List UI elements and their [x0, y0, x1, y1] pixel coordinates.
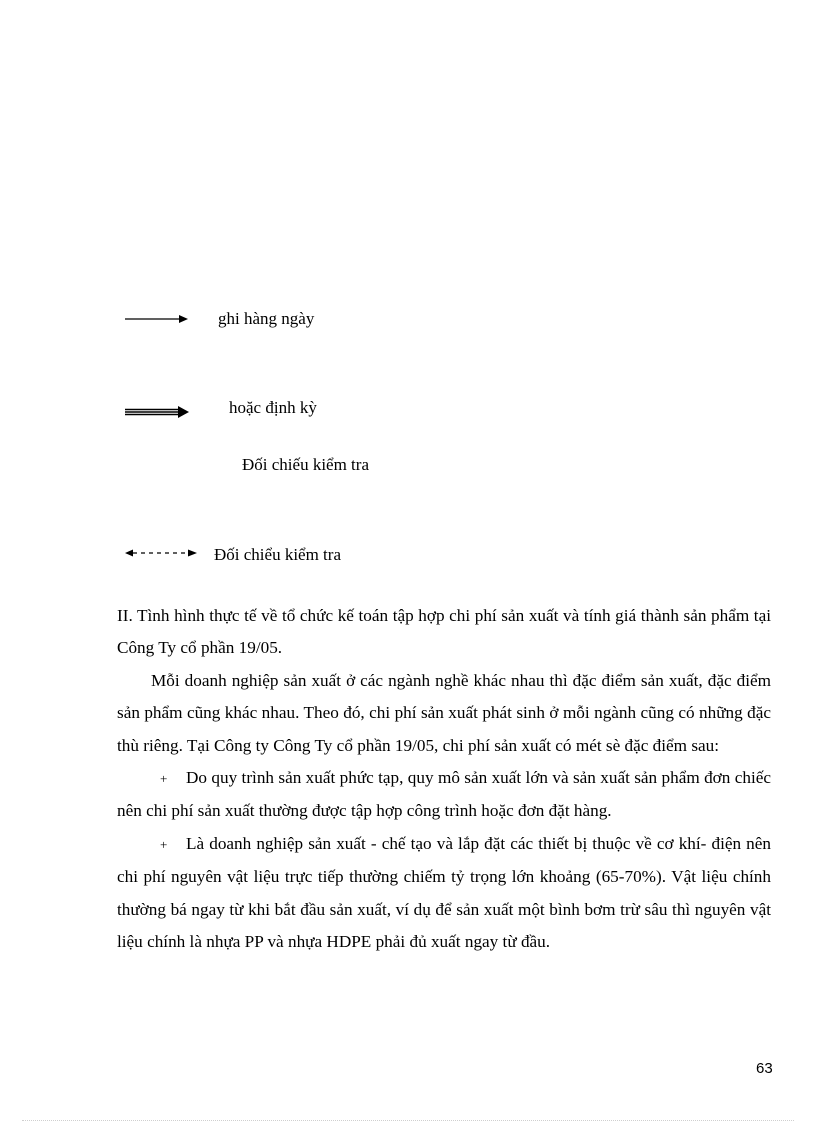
bullet-item-1	[117, 762, 771, 828]
legend-check-dashed-label: Đối chiểu kiểm tra	[214, 545, 341, 564]
paragraph-1: Mỗi doanh nghiệp sản xuất ở các ngành nghề khác nhau thì đặc điểm sản xuất, đặc điểm sản phẩm cũng khác nhau. Theo đó, chi phí sản xuất phát sinh ở mỗi ngành cũng có những đặc thù riêng. Tại Công ty Công Ty cổ phần 19/05, chi phí sản xuất có mét sè đặc điểm sau:	[117, 670, 771, 755]
bullet-item-2	[117, 828, 771, 959]
legend-periodic-label: hoặc định kỳ	[229, 398, 317, 417]
single-arrow-icon	[124, 312, 190, 326]
dashed-bidirectional-arrow-icon	[124, 546, 198, 560]
bullet-mark: +	[160, 836, 168, 852]
legend-daily-label: ghi hàng ngày	[218, 309, 315, 328]
bullet-2-text: Là doanh nghiệp sản xuất - chế tạo và lắp đặt các thiết bị thuộc về cơ khí- điện nên chi phí nguyên vật liệu trực tiếp thường chiếm tỷ trọng lớn khoảng (65-70%). Vật liệu chính thường bá ngay từ khi bắt đầu sản xuất, ví dụ để sản xuất một bình bơm trừ sâu thì nguyên vật liệu chính là nhựa PP và nhựa HDPE phải đủ xuất ngay từ đầu.	[117, 833, 771, 952]
bullet-mark: +	[160, 771, 168, 787]
body-text	[117, 600, 771, 958]
page-number: 63	[756, 1060, 773, 1077]
legend-check-label: Đối chiếu kiểm tra	[242, 455, 369, 474]
bullet-1-text: Do quy trình sản xuất phức tạp, quy mô sản xuất lớn và sản xuất sản phẩm đơn chiếc nên chi phí sản xuất thường được tập hợp công trình hoặc đơn đặt hàng.	[117, 768, 771, 821]
double-arrow-icon	[124, 404, 190, 420]
section-heading: II. Tình hình thực tế về tổ chức kế toán tập hợp chi phí sản xuất và tính giá thành sản phẩm tại Công Ty cổ phần 19/05.	[117, 606, 771, 658]
footer-divider	[22, 1120, 794, 1121]
